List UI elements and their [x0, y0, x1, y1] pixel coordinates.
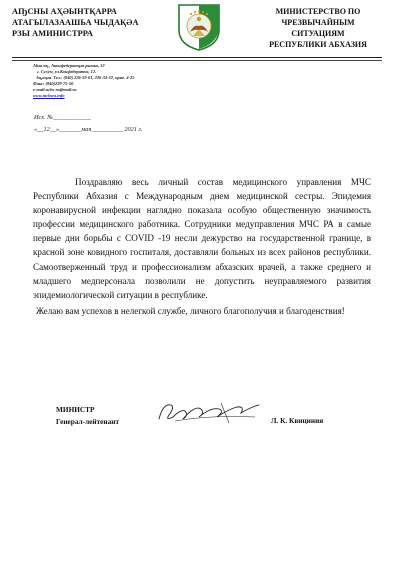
contact-block — [33, 63, 213, 100]
signatory-title — [56, 404, 119, 428]
coat-of-arms-icon — [176, 2, 222, 52]
address-abkhaz: Аҟәа ақ., Аконфедератцәа рымҩа, 12 — [33, 63, 105, 68]
ministry-name-russian-line-2: ЧРЕЗВЫЧАЙНЫМ СИТУАЦИЯМ — [281, 18, 355, 38]
handwritten-signature — [155, 397, 265, 427]
ministry-name-abkhaz-line-2: АТАГЫЛАЗААШЬА ЧЫДАҚӘА — [12, 18, 139, 27]
wishes-paragraph: Желаю вам успехов в нелегкой службе, личного благополучия и благоденствия! — [36, 305, 345, 316]
email-address: e-mail:achs-rа@mail.ru — [33, 87, 77, 93]
signatory-position: МИНИСТР — [56, 405, 95, 414]
reference-block — [34, 112, 143, 136]
address-russian: г. Сухум, ул.Конфедератов, 12. — [37, 69, 97, 75]
ministry-name-abkhaz — [12, 6, 162, 39]
website-link[interactable]: www.mchsra.info — [33, 93, 65, 99]
ministry-name-russian — [254, 6, 382, 50]
phone-numbers: Аҧацәа. Тел.: (840) 226-59-01, 226-34-22, прие. 4-25 — [36, 75, 135, 81]
ministry-name-russian-line-3: РЕСПУБЛИКИ АБХАЗИЯ — [269, 40, 367, 49]
fax-number: Факс: (840)229-75-50 — [33, 81, 74, 87]
signatory-name: Л. К. Квициния — [271, 416, 324, 425]
header-divider-thin — [12, 60, 382, 61]
signatory-rank: Генерал-лейтенант — [56, 417, 120, 426]
greeting-paragraph: Поздравляю весь личный состав медицинского управления МЧС Республики Абхазия с Международным днем медицинской сестры. Эпидемия коронавирусной инфекции наглядно показала особую общественную значимость профессии медицинского работника. Сотрудники медуправления МЧС РА в самые первые дни борьбы с COVID -19 несли дежурство на государственной границе, в красной зоне ковидного госпиталя, доставляли больных из всех районов республики. Самоотверженный труд и профессионализм абхазских врачей, а также среднего и младшего медперсонала позволили не допустить неуправляемого развития эпидемиологической ситуации в республике. — [33, 177, 371, 300]
header-divider — [12, 57, 382, 58]
letter-date: «__12__»_______мая__________ 2021 г. — [34, 126, 143, 133]
letter-body — [33, 175, 371, 318]
ministry-name-abkhaz-line-1: АҦСНЫ АҲӘЫНТҚАРРА — [12, 7, 117, 16]
ministry-name-russian-line-1: МИНИСТЕРСТВО ПО — [275, 7, 361, 16]
outgoing-number: Исх. №____________ — [34, 114, 91, 121]
ministry-name-abkhaz-line-3: РЗЫ АМИНИСТРРА — [12, 29, 93, 38]
